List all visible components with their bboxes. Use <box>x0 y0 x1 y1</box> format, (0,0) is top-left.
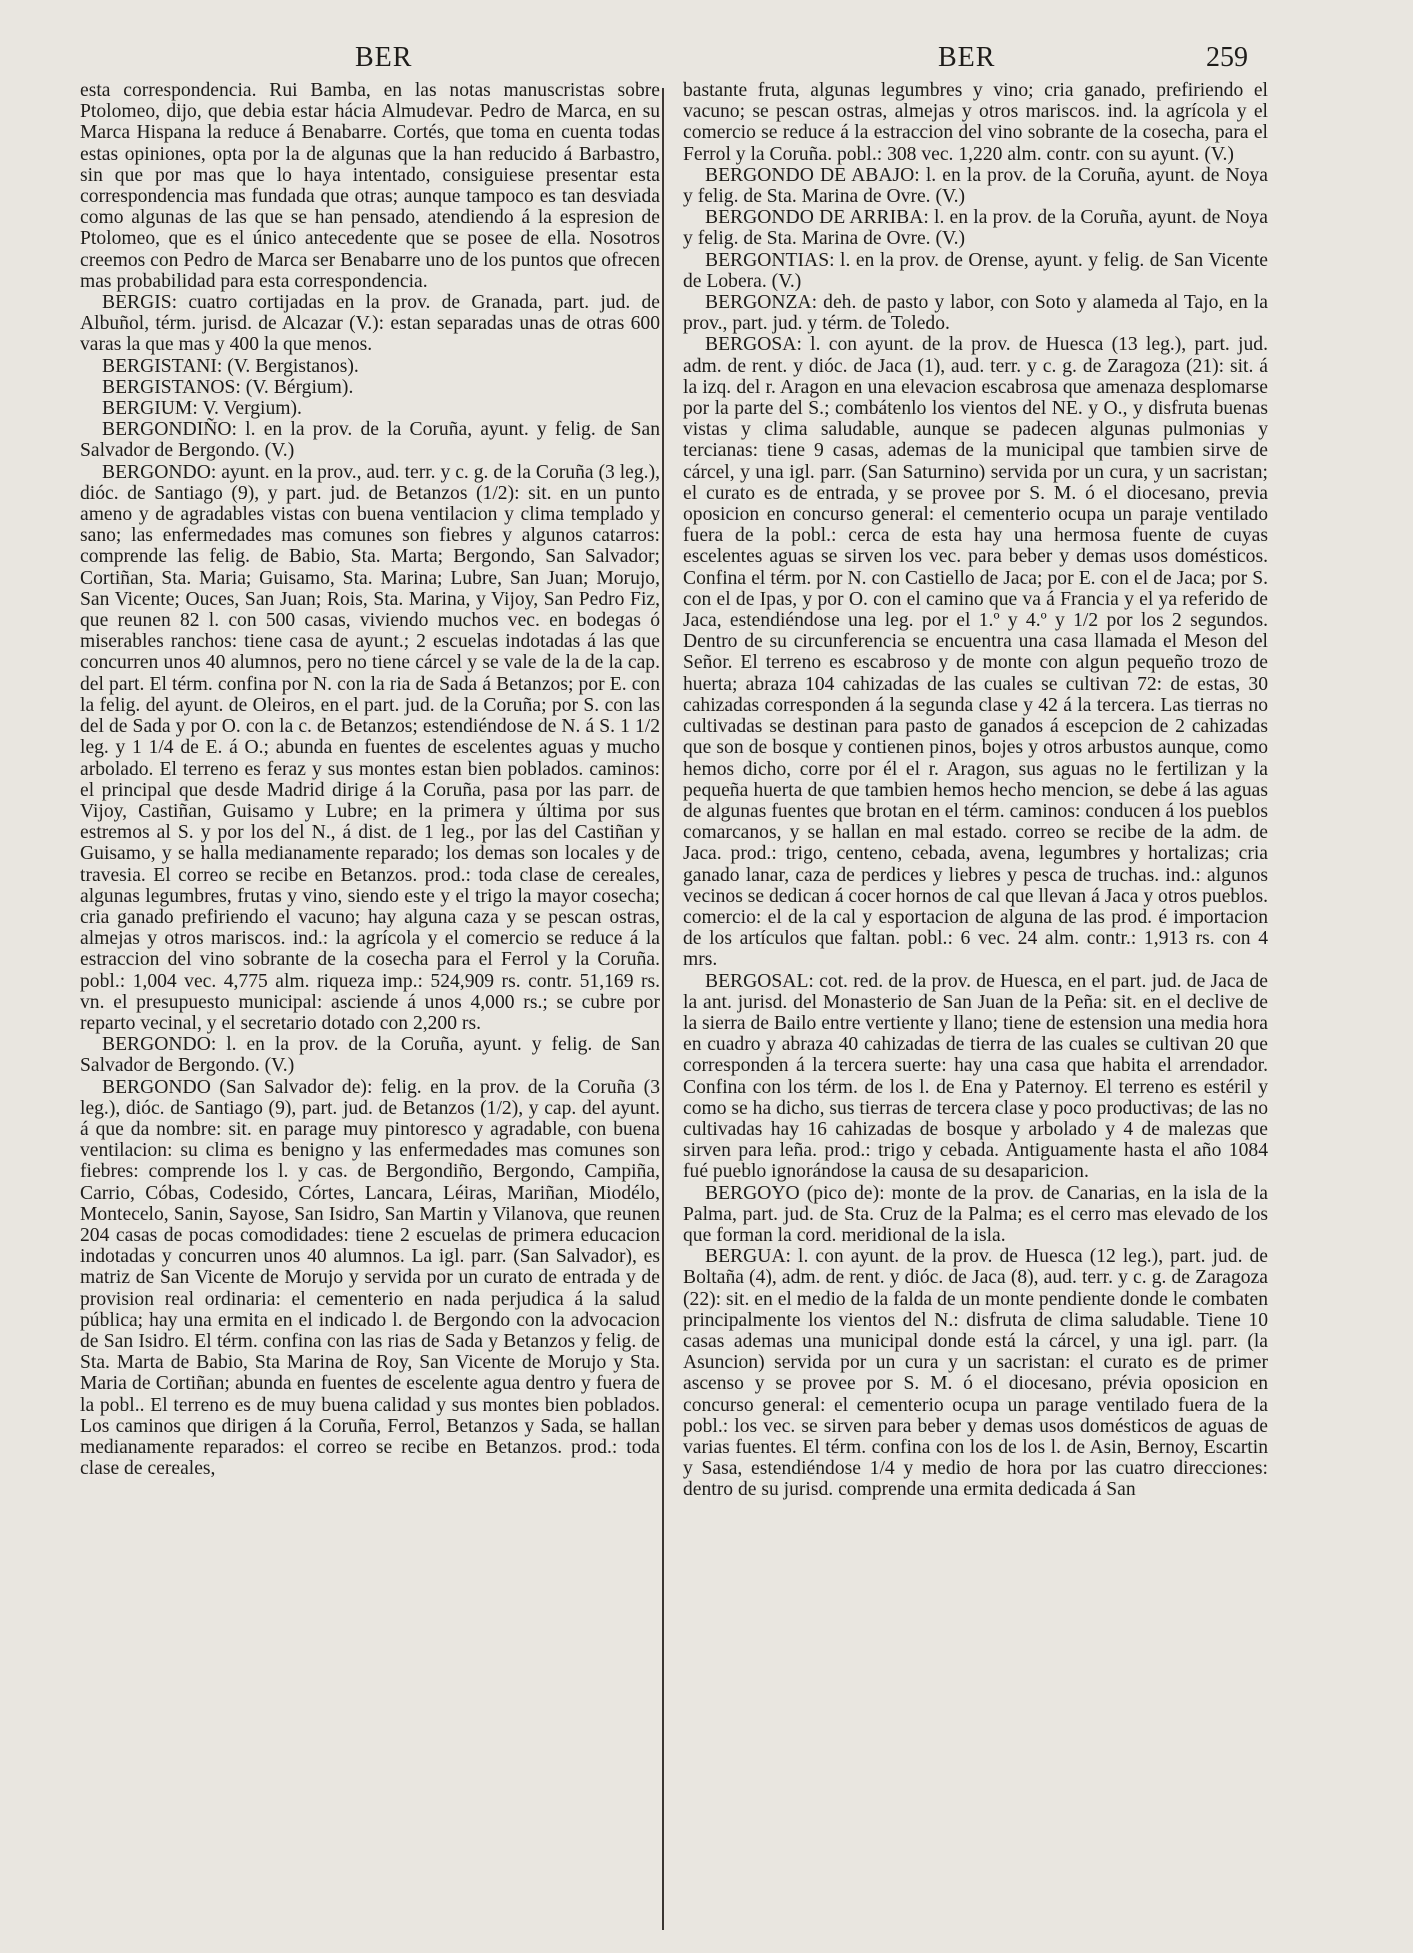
entry-bergondo-de-abajo: BERGONDO DE ABAJO: l. en la prov. de la Coruña, ayunt. de Noya y felig. de Sta. Marina de Ovre. (V.) <box>683 164 1268 208</box>
header-right-keyword: BER <box>938 42 996 73</box>
page-number: 259 <box>1206 42 1248 73</box>
entry-bergistani: BERGISTANI: (V. Bergistanos). <box>102 355 359 377</box>
entry-bergontias: BERGONTIAS: l. en la prov. de Orense, ayunt. y felig. de San Vicente de Lobera. (V.) <box>683 249 1268 292</box>
entry-bergosa: BERGOSA: l. con ayunt. de la prov. de Huesca (13 leg.), part. jud. adm. de rent. y dióc. de Jaca (1), aud. terr. y c. g. de Zaragoza (21): sit. á la izq. del r. Aragon en una elevacion escabrosa que amenaza desplomarse por la parte del S.; combátenlo los vientos del NE. y O., y disfruta buenas vistas y clima saludable, aunque se padecen algunas pulmonias y tercianas: tiene 9 casas, ademas de la municipal que tambien sirve de cárcel, y una igl. parr. (San Saturnino) servida por un cura, y un sacristan; el curato es de entrada, y se provee por S. M. ó el diocesano, previa oposicion en concurso general: el cementerio ocupa un paraje ventilado fuera de la pobl.: cerca de esta hay una hermosa fuente de cuyas escelentes aguas se sirven los vec. para beber y demas usos domésticos. Confina el térm. por N. con Castiello de Jaca; por E. con el de Jaca; por S. con el de Ipas, y por O. con el camino que va á Francia y el ya referido de Jaca, estendiéndose una leg. por el 1.º y 4.º y 1/2 por los 2 segundos. Dentro de su circunferencia se encuentra una casa llamada el Meson del Señor. El terreno es escabroso y de monte con algun pequeño trozo de huerta; abraza 104 cahizadas de las cuales se cultivan 72: de estas, 30 cahizadas corresponden á la segunda clase y 42 á la tercera. Las tierras no cultivadas se destinan para pasto de ganados á escepcion de 2 cahizadas que son de bosque y contienen pinos, bojes y otros arbustos aunque, como hemos dicho, corre por él el r. Aragon, sus aguas no le fertilizan y la pequeña huerta de que tambien hemos hecho mencion, se debe á las aguas de algunas fuentes que brotan en el térm. caminos: conducen á los pueblos comarcanos, y se hallan en mal estado. correo se recibe de la adm. de Jaca. prod.: trigo, centeno, cebada, avena, legumbres y hortalizas; cria ganado lanar, caza de perdices y liebres y pesca de truchas. ind.: algunos vecinos se dedican á cocer hornos de cal que llevan á Jaca y otros pueblos. comercio: el de la cal y esportacion de alguna de las prod. é importacion de los artículos que faltan. pobl.: 6 vec. 24 alm. contr.: 1,913 rs. con 4 mrs. <box>683 334 1268 971</box>
entry-bergondino: BERGONDIÑO: l. en la prov. de la Coruña, ayunt. y felig. de San Salvador de Bergondo. (V.) <box>80 419 660 462</box>
entry-bergosal: BERGOSAL: cot. red. de la prov. de Huesca, en el part. jud. de Jaca de la ant. jurisd. del Monasterio de San Juan de la Peña: sit. en el declive de la sierra de Bailo entre vertiente y llano; tiene de estension una media hora en cuadro y abraza 40 cahizadas de tierra de las cuales se cultivan 20 que corresponden á la tercera suerte: hay una casa que habita el arrendador. Confina con los térm. de los l. de Ena y Paternoy. El terreno es estéril y como se ha dicho, sus tierras de tercera clase y poco productivas; de las no cultivadas hay 16 cahizadas de bosque y arbolado y 4 de malezas que sirven para leña. prod.: trigo y cebada. Antiguamente hasta el año 1084 fué pueblo ignorándose la causa de su desaparicion. <box>683 970 1268 1183</box>
running-header <box>0 42 1413 80</box>
entry-bergium: BERGIUM: V. Vergium). <box>102 398 302 420</box>
entry-bergondo-san-salvador: BERGONDO (San Salvador de): felig. en la prov. de la Coruña (3 leg.), dióc. de Santiago (9), part. jud. de Betanzos (1/2), y cap. del ayunt. á que da nombre: sit. en parage muy pintoresco y agradable, con buena ventilacion: su clima es benigno y las enfermedades mas comunes son fiebres: comprende los l. y cas. de Bergondiño, Bergondo, Campiña, Carrio, Cóbas, Codesido, Córtes, Lancara, Léiras, Mariñan, Miodélo, Montecelo, Sanin, Sayose, San Isidro, San Martin y Vilanova, que reunen 204 casas de pocas comodidades: tiene 2 escuelas de primera educacion indotadas y concurren unos 40 alumnos. La igl. parr. (San Salvador), es matriz de San Vicente de Morujo y servida por un curato de entrada y de provision real ordinaria: el cementerio en nada perjudica á la salud pública; hay una ermita en el indicado l. de Bergondo con la advocacion de San Isidro. El térm. confina con las rias de Sada y Betanzos y felig. de Sta. Marta de Babio, Sta Marina de Roy, San Vicente de Morujo y Sta. Maria de Cortiñan; abunda en fuentes de escelente agua dentro y fuera de la pobl.. El terreno es de muy buena calidad y sus montes bien poblados. Los caminos que dirigen á la Coruña, Ferrol, Betanzos y Sada, se hallan medianamente reparados: el correo se recibe en Betanzos. prod.: toda clase de cereales, <box>80 1076 660 1480</box>
column-divider <box>662 88 664 1930</box>
entry-bergis: BERGIS: cuatro cortijadas en la prov. de Granada, part. jud. de Albuñol, térm. jurisd. de Alcazar (V.): estan separadas unas de otras 600 varas la que mas y 400 la que menos. <box>80 292 660 356</box>
left-column <box>80 80 660 1940</box>
header-left-keyword: BER <box>355 42 413 73</box>
right-column <box>683 80 1268 1940</box>
entry-bergua: BERGUA: l. con ayunt. de la prov. de Huesca (12 leg.), part. jud. de Boltaña (4), adm. de rent. y dióc. de Jaca (8), aud. terr. y c. g. de Zaragoza (22): sit. en el medio de la falda de un monte pendiente donde le combaten principalmente los vientos del N.: disfruta de clima saludable. Tiene 10 casas ademas una municipal donde está la cárcel, y una igl. parr. (la Asuncion) servida por un cura y un sacristan: el curato es de primer ascenso y se provee por S. M. ó el diocesano, prévia oposicion en concurso general: el cementerio ocupa un parage ventilado fuera de la pobl.: los vec. se sirven para beber y demas usos domésticos de aguas de varias fuentes. El térm. confina con los de los l. de Asin, Bernoy, Escartin y Sasa, estendiéndose 1/4 y medio de hora por las cuatro direcciones: dentro de su jurisd. comprende una ermita dedicada á San <box>683 1246 1268 1501</box>
right-paragraph: bastante fruta, algunas legumbres y vino; cria ganado, prefiriendo el vacuno; se pescan ostras, almejas y otros mariscos. ind. la agrícola y el comercio se reduce á la estraccion del vino sobrante de la cosecha, para el Ferrol y la Coruña. pobl.: 308 vec. 1,220 alm. contr. con su ayunt. (V.) <box>683 80 1268 165</box>
entry-bergondo-ayunt: BERGONDO: ayunt. en la prov., aud. terr. y c. g. de la Coruña (3 leg.), dióc. de Santiago (9), y part. jud. de Betanzos (1/2): sit. en un punto ameno y de agradables vistas con buena ventilacion y clima templado y sano; las enfermedades mas comunes son fiebres y algunos catarros: comprende las felig. de Babio, Sta. Marta; Bergondo, San Salvador; Cortiñan, Sta. Maria; Guisamo, Sta. Marina; Lubre, San Juan; Morujo, San Vicente; Ouces, San Juan; Rois, Sta. Marina, y Vijoy, San Pedro Fiz, que reunen 82 l. con 500 casas, viviendo muchos vec. en bodegas ó miserables ranchos: tiene casa de ayunt.; 2 escuelas indotadas á las que concurren unos 40 alumnos, pero no tiene cárcel y se vale de la de la cap. del part. El térm. confina por N. con la ria de Sada á Betanzos; por E. con la felig. del ayunt. de Oleiros, en el part. jud. de la Coruña; por S. con las del de Sada y por O. con la c. de Betanzos; estendiéndose de N. á S. 1 1/2 leg. y 1 1/4 de E. á O.; abunda en fuentes de escelentes aguas y mucho arbolado. El terreno es feraz y sus montes estan bien poblados. caminos: el principal que desde Madrid dirige á la Coruña, pasa por las parr. de Vijoy, Castiñan, Guisamo y Lubre; en la primera y última por sus estremos al S. y por los del N., á dist. de 1 leg., por las del Castiñan y Guisamo, y se halla medianamente reparado; los demas son locales y de travesia. El correo se recibe en Betanzos. prod.: toda clase de cereales, algunas legumbres, frutas y vino, siendo este y el trigo la mayor cosecha; cria ganado prefiriendo el vacuno; hay alguna caza y se pescan ostras, almejas y otros mariscos. ind.: la agrícola y el comercio se reduce á la estraccion del vino sobrante de la cosecha para el Ferrol y la Coruña. pobl.: 1,004 vec. 4,775 alm. riqueza imp.: 524,909 rs. contr. 51,169 rs. vn. el presupuesto municipal: asciende á unos 4,000 rs.; se cubre por reparto vecinal, y el secretario dotado con 2,200 rs. <box>80 461 660 1034</box>
entry-bergistanos: BERGISTANOS: (V. Bérgium). <box>102 376 354 398</box>
left-paragraph: esta correspondencia. Rui Bamba, en las notas manuscristas sobre Ptolomeo, dijo, que debia estar hácia Almudevar. Pedro de Marca, en su Marca Hispana la reduce á Benabarre. Cortés, que toma en cuenta todas estas opiniones, opta por la de algunas que la han reducido á Barbastro, sin que por mas que lo haya intentado, consiguiese presentar esta correspondencia mas fundada que otras; aunque tampoco es tan desviada como algunas de las que se han pensado, atendiendo á la espresion de Ptolomeo, que es el único antecedente que se posee de ella. Nosotros creemos con Pedro de Marca ser Benabarre uno de los puntos que ofrecen mas probabilidad para esta correspondencia. <box>80 80 660 292</box>
entry-bergondo-lugar: BERGONDO: l. en la prov. de la Coruña, ayunt. y felig. de San Salvador de Bergondo. (V.) <box>80 1034 660 1077</box>
entry-bergonza: BERGONZA: deh. de pasto y labor, con Soto y alameda al Tajo, en la prov., part. jud. y térm. de Toledo. <box>683 292 1268 335</box>
entry-bergondo-de-arriba: BERGONDO DE ARRIBA: l. en la prov. de la Coruña, ayunt. de Noya y felig. de Sta. Marina de Ovre. (V.) <box>683 207 1268 250</box>
entry-bergoyo: BERGOYO (pico de): monte de la prov. de Canarias, en la isla de la Palma, part. jud. de Sta. Cruz de la Palma; es el cerro mas elevado de los que forman la cord. meridional de la isla. <box>683 1182 1268 1246</box>
